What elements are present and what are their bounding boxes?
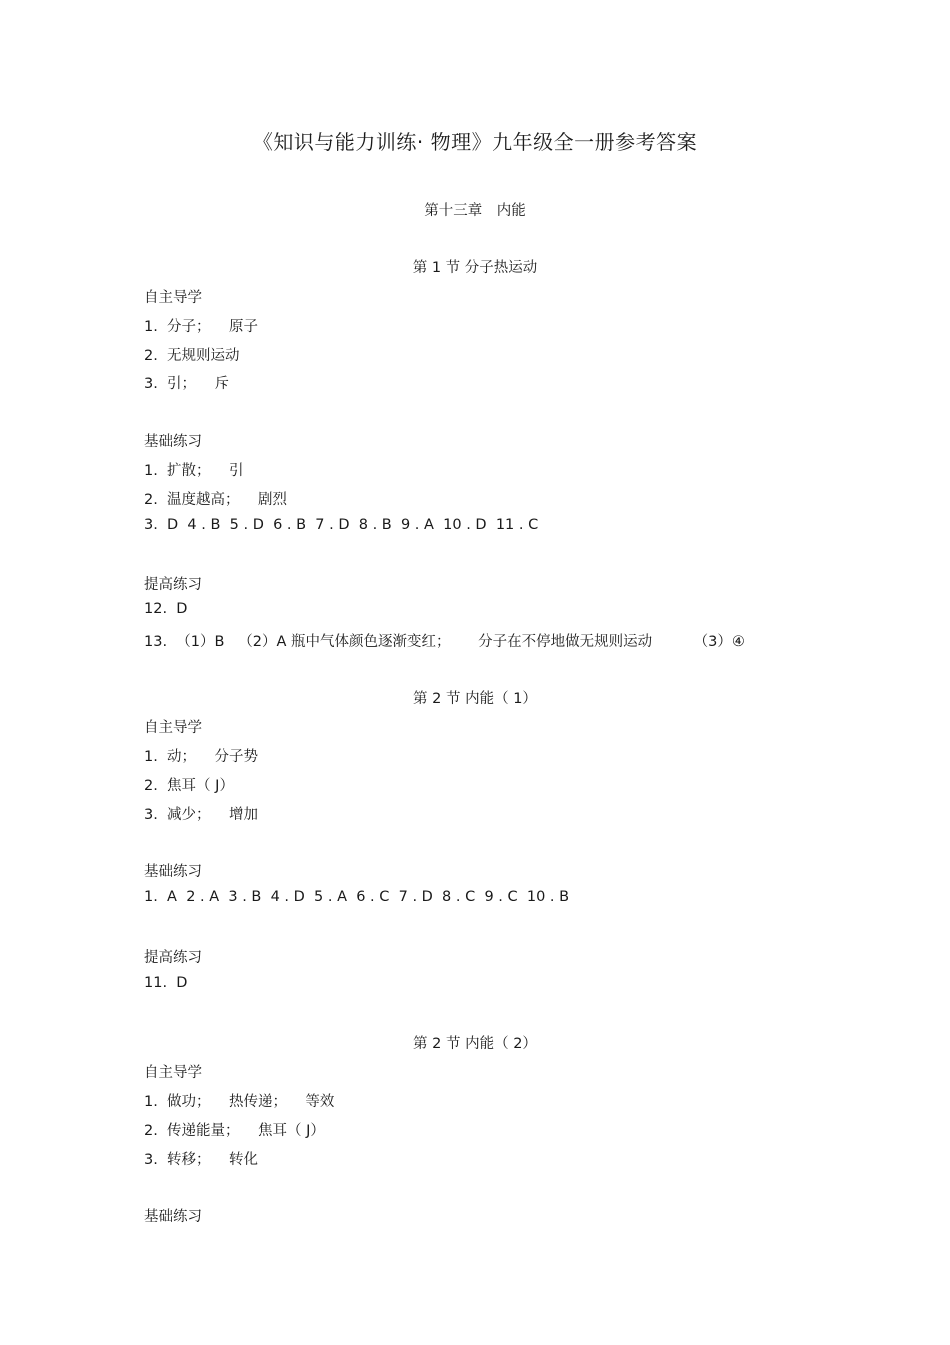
- answer-line: 12. D: [144, 601, 188, 617]
- document-title: 《知识与能力训练· 物理》九年级全一册参考答案: [252, 130, 698, 154]
- section-heading: 第 1 节 分子热运动: [412, 260, 538, 276]
- answer-line: 3. D 4 . B 5 . D 6 . B 7 . D 8 . B 9 . A 10 . D 11 . C: [144, 517, 539, 533]
- subsection-label: 自主导学: [144, 720, 202, 736]
- answer-line: 3. 减少； 增加: [144, 807, 258, 823]
- section-heading: 第 2 节 内能（ 1）: [413, 691, 537, 707]
- answer-line: 2. 传递能量； 焦耳（ J）: [144, 1123, 325, 1139]
- subsection-label: 基础练习: [144, 434, 202, 450]
- answer-line: 11. D: [144, 975, 188, 991]
- answer-line: 1. 扩散； 引: [144, 463, 244, 479]
- subsection-label: 基础练习: [144, 864, 202, 880]
- subsection-label: 提高练习: [144, 577, 202, 593]
- answer-line: 2. 无规则运动: [144, 348, 240, 364]
- answer-line: 3. 引； 斥: [144, 376, 229, 392]
- answer-line: 1. 分子； 原子: [144, 319, 258, 335]
- subsection-label: 基础练习: [144, 1209, 202, 1225]
- answer-line: 2. 温度越高； 剧烈: [144, 492, 287, 508]
- answer-line: 3. 转移； 转化: [144, 1152, 258, 1168]
- section-heading: 第 2 节 内能（ 2）: [413, 1036, 537, 1052]
- subsection-label: 自主导学: [144, 1065, 202, 1081]
- answer-line: 1. 做功； 热传递； 等效: [144, 1094, 335, 1110]
- answer-line: 1. 动； 分子势: [144, 749, 258, 765]
- subsection-label: 提高练习: [144, 950, 202, 966]
- answer-line: 1. A 2 . A 3 . B 4 . D 5 . A 6 . C 7 . D 8 . C 9 . C 10 . B: [144, 889, 570, 905]
- answer-line: 2. 焦耳（ J）: [144, 778, 234, 794]
- answer-line: 13. （1）B （2）A 瓶中气体颜色逐渐变红； 分子在不停地做无规则运动 （3）④: [144, 634, 745, 650]
- chapter-heading: 第十三章 内能: [424, 203, 526, 219]
- subsection-label: 自主导学: [144, 290, 202, 306]
